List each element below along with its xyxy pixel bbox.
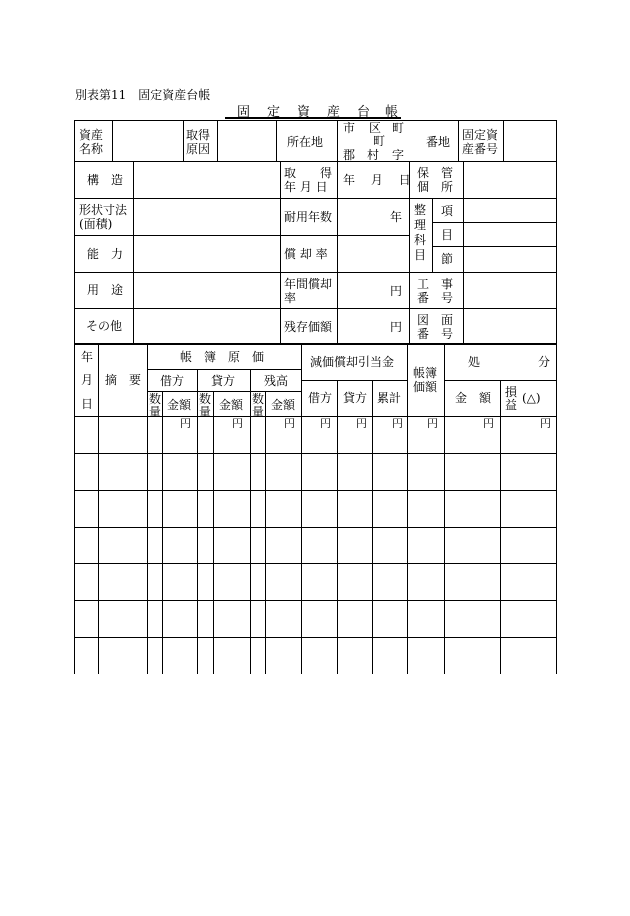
addr-gun: 郡 — [343, 148, 356, 162]
day-header: 日 — [81, 397, 94, 411]
quantity-header-2: 量 — [199, 405, 212, 419]
acq-cause-label-2: 原因 — [186, 142, 211, 156]
yen-unit: 円 — [483, 417, 494, 430]
acq-cause-label: 取得 — [186, 128, 211, 142]
quantity-header-2: 量 — [149, 405, 162, 419]
disposal-header-2: 分 — [538, 355, 551, 369]
page-label: 別表第11 固定資産台帳 — [75, 88, 211, 102]
usage-label: 用 途 — [87, 283, 124, 297]
addr-aza: 字 — [392, 148, 405, 162]
banchi-label: 番地 — [426, 135, 451, 149]
yen-unit: 円 — [356, 417, 367, 430]
addr-machi: 町 — [392, 121, 405, 135]
cumulative-header: 累計 — [377, 391, 402, 405]
yen-unit: 円 — [320, 417, 331, 430]
credit-header: 貸方 — [211, 374, 236, 388]
dimensions-label: 形状寸法 — [79, 203, 128, 217]
balance-header: 残高 — [264, 374, 289, 388]
storage-label-2: 個 所 — [417, 180, 454, 194]
title-char: 資 — [297, 105, 311, 120]
title-char: 定 — [267, 105, 281, 120]
annual-depr-label-2: 率 — [284, 291, 297, 305]
residual-value-label: 残存価額 — [284, 320, 333, 334]
yen-unit: 円 — [284, 417, 295, 430]
item-label: 項 — [441, 204, 454, 218]
drawing-no-label: 図 面 — [417, 313, 454, 327]
asset-name-label: 資産 — [79, 128, 104, 142]
yen-unit: 円 — [390, 320, 403, 334]
ymd-label: 年 月 日 — [343, 173, 411, 187]
yen-unit: 円 — [392, 417, 403, 430]
quantity-header: 数 — [149, 392, 162, 406]
book-value-header: 帳簿 — [413, 366, 438, 380]
asset-no-label-2: 産番号 — [462, 142, 499, 156]
yen-unit: 円 — [540, 417, 551, 430]
asset-no-label: 固定資 — [462, 128, 499, 142]
amount-header: 金額 — [167, 398, 192, 412]
depreciation-rate-label: 償 却 率 — [284, 247, 328, 261]
accum-depr-header: 減価償却引当金 — [310, 355, 395, 369]
title-char: 固 — [237, 105, 251, 120]
capacity-label: 能 力 — [87, 247, 124, 261]
month-header: 月 — [81, 373, 94, 387]
drawing-no-label-2: 番 号 — [417, 327, 454, 341]
addr-mura: 村 — [367, 148, 380, 162]
depr-debit-header: 借方 — [308, 391, 333, 405]
title-char: 台 — [357, 105, 371, 120]
other-label: その他 — [86, 319, 123, 333]
yen-unit: 円 — [180, 417, 191, 430]
yen-unit: 円 — [427, 417, 438, 430]
gain-loss-header: 損 — [505, 385, 518, 399]
classification-char: 科 — [414, 233, 427, 247]
title-char: 産 — [327, 105, 341, 120]
work-no-label: 工 事 — [417, 277, 454, 291]
disposal-amount-header: 金 額 — [455, 391, 492, 405]
year-unit: 年 — [390, 210, 403, 224]
book-value-header-2: 価額 — [413, 380, 438, 394]
work-no-label-2: 番 号 — [417, 291, 454, 305]
book-cost-header: 帳 簿 原 価 — [180, 350, 265, 364]
useful-life-label: 耐用年数 — [284, 210, 333, 224]
area-label: (面積) — [79, 217, 113, 231]
amount-header: 金額 — [219, 398, 244, 412]
addr-machi-2: 町 — [373, 134, 386, 148]
acq-date-label: 取 得 — [284, 166, 333, 180]
disposal-header: 処 — [468, 355, 481, 369]
gain-loss-header-2: 益 — [505, 398, 518, 412]
asset-name-label-2: 名称 — [79, 142, 104, 156]
debit-header: 借方 — [160, 374, 185, 388]
yen-unit: 円 — [390, 284, 403, 298]
addr-ku: 区 — [369, 121, 382, 135]
quantity-header-2: 量 — [252, 405, 265, 419]
acq-date-label-2: 年 月 日 — [284, 180, 328, 194]
year-header: 年 — [81, 350, 94, 364]
classification-char: 理 — [414, 218, 427, 232]
annual-depr-label: 年間償却 — [284, 277, 333, 291]
classification-char: 整 — [414, 203, 427, 217]
yen-unit: 円 — [232, 417, 243, 430]
depr-credit-header: 貸方 — [343, 391, 368, 405]
title-char: 帳 — [385, 105, 399, 120]
quantity-header: 数 — [199, 392, 212, 406]
amount-header: 金額 — [271, 398, 296, 412]
structure-label: 構 造 — [87, 173, 124, 187]
storage-label: 保 管 — [417, 166, 454, 180]
quantity-header: 数 — [252, 392, 265, 406]
summary-header: 摘 要 — [105, 373, 142, 387]
negative-mark: (△) — [522, 391, 541, 405]
section-label: 節 — [441, 252, 454, 266]
location-label: 所在地 — [287, 135, 324, 149]
addr-shi: 市 — [343, 121, 356, 135]
classification-char: 目 — [414, 248, 427, 262]
form-title — [225, 101, 401, 119]
category-label: 目 — [441, 228, 454, 242]
